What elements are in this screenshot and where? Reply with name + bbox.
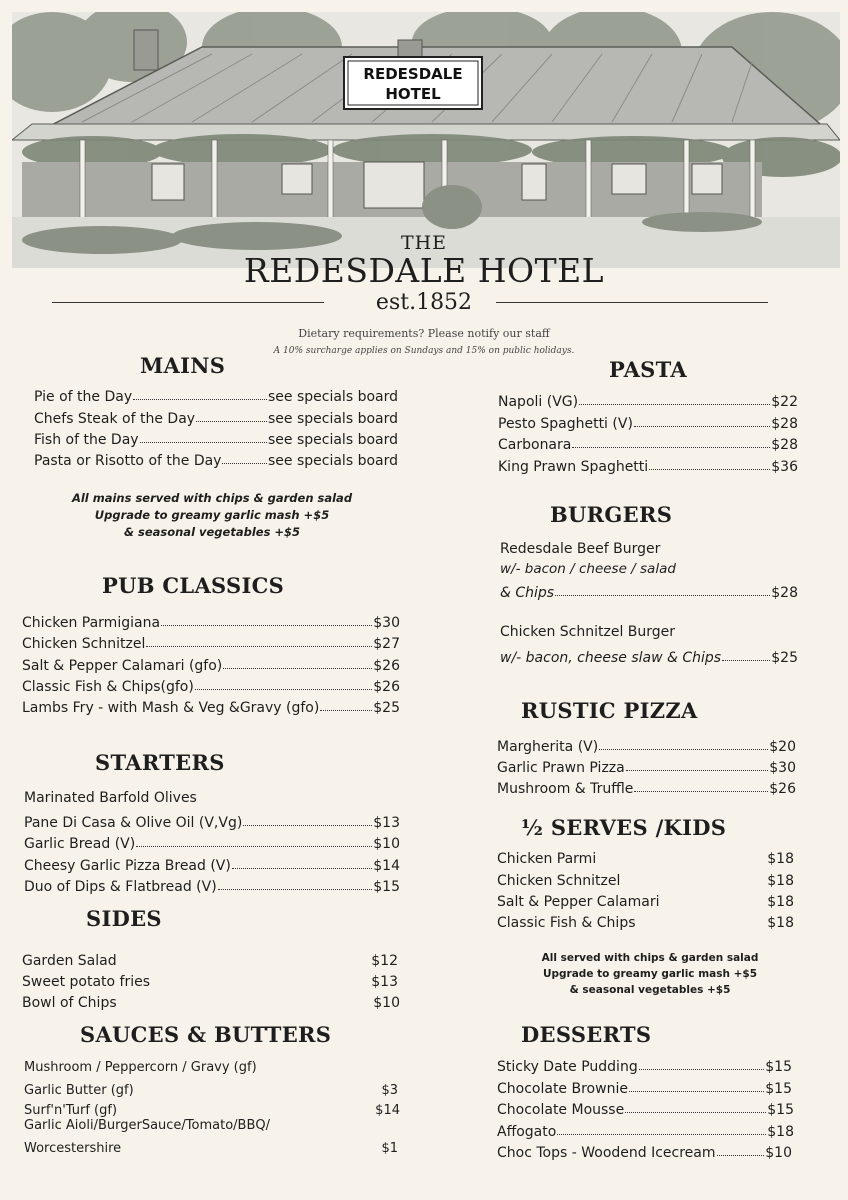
item-price: $15 [765, 1081, 792, 1097]
title-block [0, 232, 848, 290]
dot-leader [634, 791, 768, 792]
menu-item [22, 695, 400, 716]
menu-item [497, 755, 796, 776]
menu-item [500, 645, 798, 666]
item-name: Garlic Butter (gf) [24, 1083, 134, 1098]
item-price: $36 [771, 459, 798, 475]
item-name: Sweet potato fries [22, 974, 151, 990]
item-name: Garden Salad [22, 953, 117, 969]
item-name: Napoli (VG) [498, 394, 579, 410]
item-price: $26 [373, 658, 400, 674]
note-line: All mains served with chips & garden salad [71, 491, 353, 505]
item-name: Mushroom & Truffle [497, 781, 634, 797]
item-name: Chicken Schnitzel [22, 636, 146, 652]
item-name: w/- bacon, cheese slaw & Chips [500, 650, 722, 666]
item-price: $28 [771, 585, 798, 601]
item-name: Lambs Fry - with Mash & Veg &Gravy (gfo) [22, 700, 320, 716]
kids-title: ½ SERVES /KIDS [521, 815, 727, 840]
sauce-line: Mushroom / Peppercorn / Gravy (gf) [24, 1060, 257, 1075]
dot-leader [634, 426, 770, 427]
item-name: Garlic Bread (V) [24, 836, 136, 852]
menu-item [497, 734, 796, 755]
dot-leader [195, 689, 372, 690]
item-name: Fish of the Day [34, 432, 139, 448]
dot-leader [579, 404, 770, 405]
item-price: $18 [767, 851, 794, 867]
item-price: see specials board [268, 432, 398, 448]
item-price: $10 [373, 995, 400, 1011]
dot-leader [136, 846, 372, 847]
item-price: $12 [371, 953, 398, 969]
starters-title: STARTERS [95, 750, 225, 775]
dot-leader [555, 595, 770, 596]
menu-item [497, 1054, 792, 1075]
dot-leader [161, 625, 372, 626]
dot-leader [649, 469, 770, 470]
item-price: $10 [765, 1145, 792, 1161]
menu-item [498, 454, 798, 475]
hotel-illustration [12, 12, 840, 268]
kids-note [500, 950, 800, 998]
item-name: Bowl of Chips [22, 995, 117, 1011]
menu-item [497, 910, 794, 931]
item-name: Salt & Pepper Calamari [497, 894, 660, 910]
item-name: Chicken Parmi [497, 851, 597, 867]
menu-item [22, 990, 400, 1011]
dietary-notice: Dietary requirements? Please notify our staff [298, 327, 550, 340]
pizza-title: RUSTIC PIZZA [521, 698, 698, 723]
item-price: $27 [373, 636, 400, 652]
pub-classics-title: PUB CLASSICS [102, 573, 285, 598]
menu-item [34, 448, 398, 469]
menu-item [22, 969, 398, 990]
dot-leader [243, 825, 372, 826]
menu-item [22, 631, 400, 652]
item-name: Surf'n'Turf (gf) [24, 1103, 118, 1118]
menu-item [22, 653, 400, 674]
item-price: $26 [373, 679, 400, 695]
item-price: $18 [767, 873, 794, 889]
surcharge-notice: A 10% surcharge applies on Sundays and 15% on public holidays. [273, 346, 575, 356]
dot-leader [629, 1091, 764, 1092]
item-name: Sticky Date Pudding [497, 1059, 638, 1075]
starter-olives: Marinated Barfold Olives [24, 790, 197, 806]
item-price: $14 [375, 1103, 400, 1118]
dot-leader [639, 1069, 765, 1070]
item-name: & Chips [500, 585, 555, 601]
item-price: $13 [371, 974, 398, 990]
menu-item [34, 384, 398, 405]
menu-item [22, 674, 400, 695]
sides-title: SIDES [86, 906, 162, 931]
item-price: $15 [767, 1102, 794, 1118]
item-price: $28 [771, 416, 798, 432]
item-name: Chicken Parmigiana [22, 615, 161, 631]
dot-leader [218, 889, 373, 890]
desserts-title: DESSERTS [521, 1022, 652, 1047]
item-name: Margherita (V) [497, 739, 599, 755]
item-name: Cheesy Garlic Pizza Bread (V) [24, 858, 231, 874]
menu-item [497, 1119, 794, 1140]
menu-item [497, 889, 794, 910]
item-name: Duo of Dips & Flatbread (V) [24, 879, 217, 895]
menu-item [22, 610, 400, 631]
menu-item [497, 846, 794, 867]
dot-leader [222, 463, 267, 464]
item-price: $14 [373, 858, 400, 874]
dot-leader [140, 442, 267, 443]
item-name: Classic Fish & Chips(gfo) [22, 679, 194, 695]
dot-leader [223, 668, 372, 669]
menu-item [498, 411, 798, 432]
beef-burger-name: Redesdale Beef Burger [500, 541, 661, 557]
mains-title: MAINS [140, 353, 226, 378]
menu-item [34, 427, 398, 448]
dot-leader [232, 868, 372, 869]
dot-leader [133, 399, 267, 400]
sauce-line: Garlic Aioli/BurgerSauce/Tomato/BBQ/ [24, 1118, 270, 1133]
pasta-title: PASTA [609, 357, 687, 382]
sauces-title: SAUCES & BUTTERS [80, 1022, 332, 1047]
menu-item [24, 853, 400, 874]
item-price: $26 [769, 781, 796, 797]
item-price: $30 [769, 760, 796, 776]
item-price: $15 [765, 1059, 792, 1075]
sign-text-line1: REDESDALE [363, 65, 463, 83]
menu-item [497, 1140, 792, 1161]
title-hotel: REDESDALE HOTEL [243, 251, 605, 290]
menu-item [497, 776, 796, 797]
item-name: Chocolate Brownie [497, 1081, 628, 1097]
dot-leader [599, 749, 768, 750]
item-price: $20 [769, 739, 796, 755]
item-name: Chocolate Mousse [497, 1102, 625, 1118]
item-price: see specials board [268, 453, 398, 469]
menu-item [498, 389, 798, 410]
item-price: $15 [373, 879, 400, 895]
dot-leader [626, 770, 769, 771]
menu-item [498, 432, 798, 453]
dot-leader [722, 660, 770, 661]
sign-text-line2: HOTEL [385, 85, 441, 103]
menu-item [24, 810, 400, 831]
menu-item [24, 1097, 400, 1118]
mains-note [22, 490, 402, 541]
item-price: $25 [373, 700, 400, 716]
item-price: $1 [381, 1141, 398, 1156]
note-line: & seasonal vegetables +$5 [569, 984, 731, 996]
item-price: $18 [767, 1124, 794, 1140]
item-name: Garlic Prawn Pizza [497, 760, 625, 776]
dot-leader [146, 646, 372, 647]
menu-item [22, 948, 398, 969]
note-line: Upgrade to greamy garlic mash +$5 [542, 968, 758, 980]
menu-item [24, 1077, 398, 1098]
note-line: All served with chips & garden salad [541, 952, 759, 964]
est-year: est.1852 [375, 290, 473, 315]
dot-leader [196, 421, 267, 422]
est-row [0, 290, 848, 320]
dot-leader [572, 447, 770, 448]
item-name: Choc Tops - Woodend Icecream [497, 1145, 716, 1161]
menu-item [24, 831, 400, 852]
dot-leader [625, 1112, 766, 1113]
item-name: Pasta or Risotto of the Day [34, 453, 222, 469]
dot-leader [557, 1134, 766, 1135]
item-name: King Prawn Spaghetti [498, 459, 649, 475]
item-price: $18 [767, 915, 794, 931]
item-name: Chefs Steak of the Day [34, 411, 196, 427]
menu-item [500, 580, 798, 601]
note-line: Upgrade to greamy garlic mash +$5 [94, 508, 330, 522]
menu-item [24, 874, 400, 895]
beef-burger-desc: w/- bacon / cheese / salad [500, 561, 676, 577]
item-name: Carbonara [498, 437, 572, 453]
item-name: Pesto Spaghetti (V) [498, 416, 633, 432]
burgers-title: BURGERS [550, 502, 673, 527]
menu-item [34, 406, 398, 427]
item-name: Classic Fish & Chips [497, 915, 636, 931]
dot-leader [717, 1155, 765, 1156]
dot-leader [320, 710, 372, 711]
item-name: Affogato [497, 1124, 557, 1140]
item-name: Pane Di Casa & Olive Oil (V,Vg) [24, 815, 243, 831]
schnitzel-burger-name: Chicken Schnitzel Burger [500, 624, 676, 640]
menu-item [497, 868, 794, 889]
item-price: $18 [767, 894, 794, 910]
title-the: THE [400, 232, 448, 254]
item-price: see specials board [268, 411, 398, 427]
item-name: Worcestershire [24, 1141, 122, 1156]
menu-item [497, 1097, 794, 1118]
item-price: $3 [381, 1083, 398, 1098]
item-price: $10 [373, 836, 400, 852]
item-price: $30 [373, 615, 400, 631]
item-name: Pie of the Day [34, 389, 133, 405]
item-price: $22 [771, 394, 798, 410]
item-price: see specials board [268, 389, 398, 405]
note-line: & seasonal vegetables +$5 [123, 525, 301, 539]
menu-item [497, 1076, 792, 1097]
menu-item [24, 1135, 398, 1156]
item-price: $13 [373, 815, 400, 831]
item-price: $25 [771, 650, 798, 666]
item-name: Salt & Pepper Calamari (gfo) [22, 658, 223, 674]
item-name: Chicken Schnitzel [497, 873, 621, 889]
item-price: $28 [771, 437, 798, 453]
